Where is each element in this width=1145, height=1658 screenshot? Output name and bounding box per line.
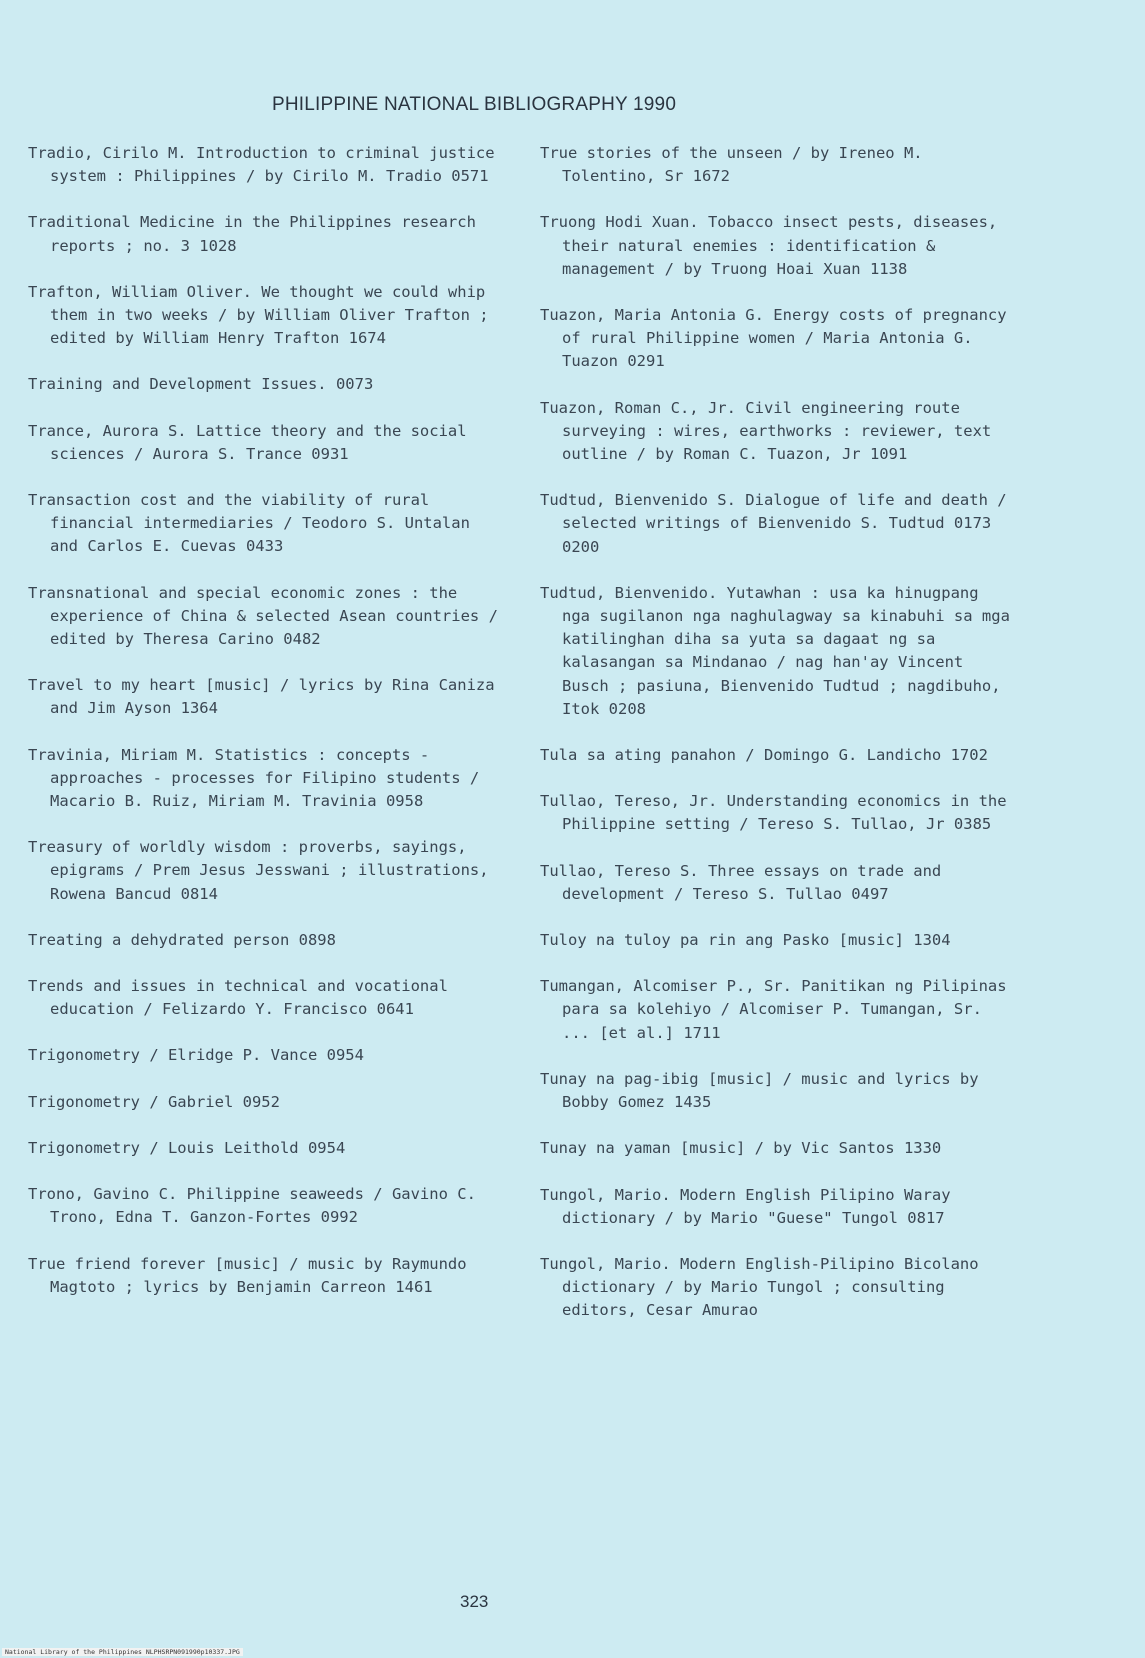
list-item: Transaction cost and the viability of rural financial intermediaries / Teodoro S. Untalan and Carlos E. Cuevas 0433 bbox=[28, 491, 470, 556]
list-item: Traditional Medicine in the Philippines research reports ; no. 3 1028 bbox=[28, 213, 476, 255]
list-item: Trigonometry / Louis Leithold 0954 bbox=[28, 1138, 346, 1157]
page-title: PHILIPPINE NATIONAL BIBLIOGRAPHY 1990 bbox=[272, 94, 677, 115]
list-item: Trigonometry / Elridge P. Vance 0954 bbox=[28, 1046, 364, 1065]
list-item: Tullao, Tereso, Jr. Understanding economics in the Philippine setting / Tereso S. Tullao, Jr 0385 bbox=[540, 792, 1007, 834]
list-item: Tula sa ating panahon / Domingo G. Landicho 1702 bbox=[540, 746, 988, 765]
list-item: Trono, Gavino C. Philippine seaweeds / Gavino C. Trono, Edna T. Ganzon-Fortes 0992 bbox=[28, 1185, 476, 1227]
list-item: Tudtud, Bienvenido. Yutawhan : usa ka hinugpang nga sugilanon nga naghulagway sa kinabuhi sa mga katilinghan diha sa yuta sa dagaat ng sa kalasangan sa Mindanao / nag han'ay Vincent Busch ; pasiuna, Bienvenido Tudtud ; nagdibuho, Itok 0208 bbox=[540, 583, 1010, 718]
list-item: True friend forever [music] / music by Raymundo Magtoto ; lyrics by Benjamin Carreon 1461 bbox=[28, 1254, 467, 1296]
list-item: Travel to my heart [music] / lyrics by Rina Caniza and Jim Ayson 1364 bbox=[28, 676, 495, 718]
list-item: Tudtud, Bienvenido S. Dialogue of life and death / selected writings of Bienvenido S. Tudtud 0173 0200 bbox=[540, 491, 1007, 556]
list-item: Tuazon, Roman C., Jr. Civil engineering route surveying : wires, earthworks : reviewer, text outline / by Roman C. Tuazon, Jr 1091 bbox=[540, 398, 992, 464]
list-item: Tunay na pag-ibig [music] / music and lyrics by Bobby Gomez 1435 bbox=[540, 1069, 979, 1112]
list-item: True stories of the unseen / by Ireneo M. Tolentino, Sr 1672 bbox=[540, 144, 923, 186]
list-item: Tuloy na tuloy pa rin ang Pasko [music] 1304 bbox=[540, 931, 951, 950]
list-item: Transnational and special economic zones : the experience of China & selected Asean countries / edited by Theresa Carino 0482 bbox=[28, 583, 498, 649]
list-item: Tungol, Mario. Modern English-Pilipino Bicolano dictionary / by Mario Tungol ; consulting editors, Cesar Amurao bbox=[540, 1254, 979, 1320]
list-item: Tunay na yaman [music] / by Vic Santos 1330 bbox=[540, 1139, 942, 1158]
right-column bbox=[540, 142, 1010, 1346]
list-item: Trance, Aurora S. Lattice theory and the social sciences / Aurora S. Trance 0931 bbox=[28, 421, 467, 463]
list-item: Tumangan, Alcomiser P., Sr. Panitikan ng Pilipinas para sa kolehiyo / Alcomiser P. Tumangan, Sr. ... [et al.] 1711 bbox=[540, 977, 1007, 1042]
list-item: Tungol, Mario. Modern English Pilipino Waray dictionary / by Mario "Guese" Tungol 0817 bbox=[540, 1185, 951, 1227]
list-item: Truong Hodi Xuan. Tobacco insect pests, diseases, their natural enemies : identification & management / by Truong Hoai Xuan 1138 bbox=[540, 213, 998, 278]
list-item: Tullao, Tereso S. Three essays on trade and development / Tereso S. Tullao 0497 bbox=[540, 861, 942, 903]
list-item: Trafton, William Oliver. We thought we could whip them in two weeks / by William Oliver Trafton ; edited by William Henry Trafton 1674 bbox=[28, 282, 489, 348]
list-item: Tradio, Cirilo M. Introduction to criminal justice system : Philippines / by Cirilo M. Tradio 0571 bbox=[28, 144, 495, 186]
left-column bbox=[28, 142, 498, 1322]
scan-footer: National Library of the Philippines NLPHSRPN091990p10337.JPG bbox=[2, 1648, 243, 1656]
list-item: Trigonometry / Gabriel 0952 bbox=[28, 1092, 280, 1111]
list-item: Travinia, Miriam M. Statistics : concepts - approaches - processes for Filipino students / Macario B. Ruiz, Miriam M. Travinia 0958 bbox=[28, 745, 480, 811]
list-item: Training and Development Issues. 0073 bbox=[28, 375, 374, 394]
list-item: Treating a dehydrated person 0898 bbox=[28, 930, 336, 949]
list-item: Trends and issues in technical and vocational education / Felizardo Y. Francisco 0641 bbox=[28, 977, 448, 1019]
page-number: 323 bbox=[460, 1592, 489, 1611]
list-item: Treasury of worldly wisdom : proverbs, sayings, epigrams / Prem Jesus Jesswani ; illustrations, Rowena Bancud 0814 bbox=[28, 838, 489, 903]
list-item: Tuazon, Maria Antonia G. Energy costs of pregnancy of rural Philippine women / Maria Antonia G. Tuazon 0291 bbox=[540, 306, 1007, 371]
